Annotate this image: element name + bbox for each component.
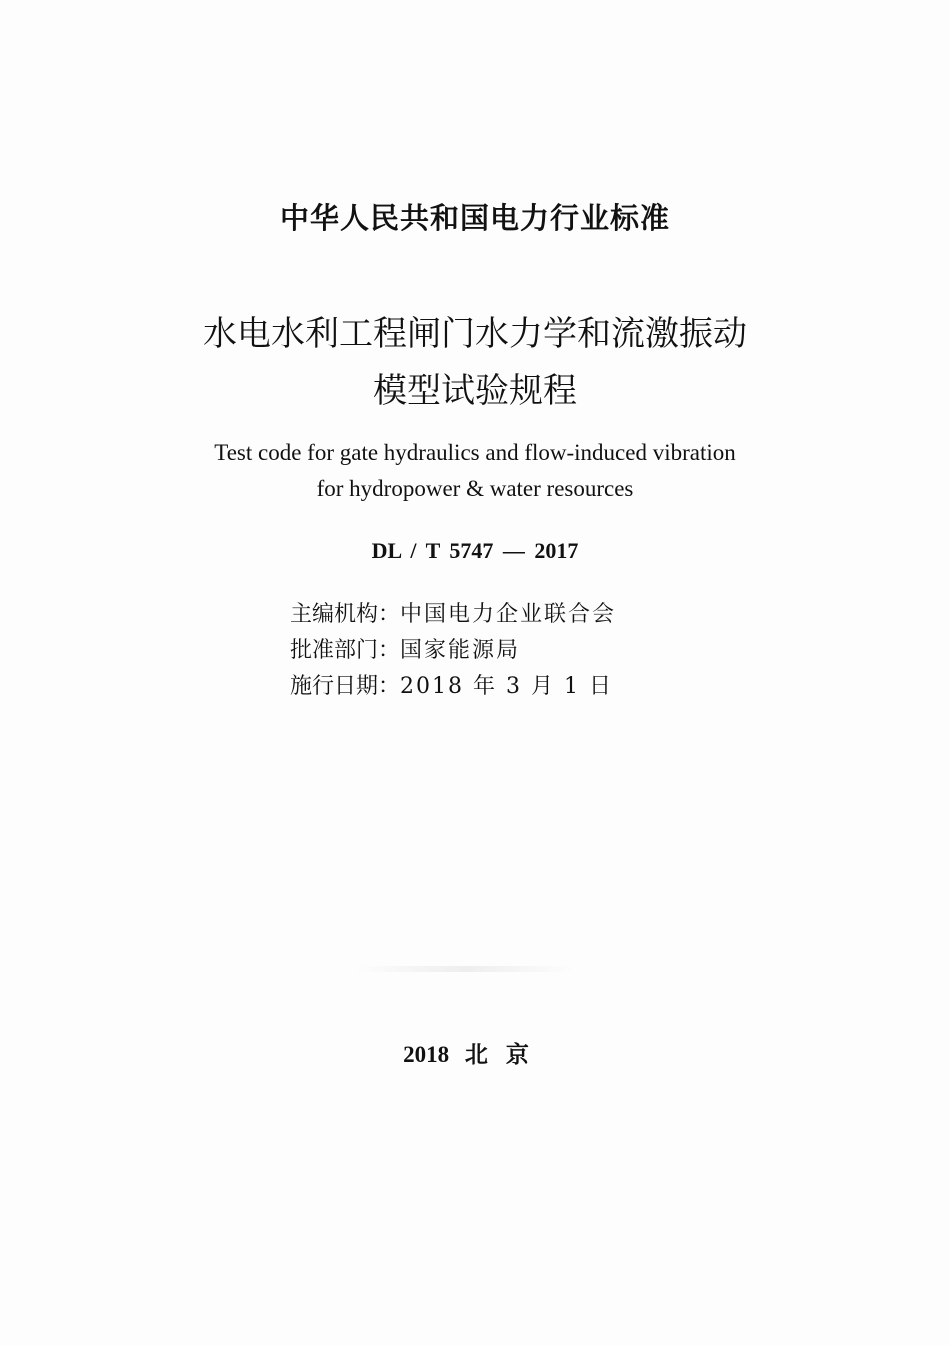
imprint-year: 2018 bbox=[403, 1042, 450, 1067]
approver-row bbox=[290, 633, 690, 665]
imprint bbox=[0, 1036, 950, 1069]
chief-editor-label: 主编机构： bbox=[290, 602, 401, 627]
effective-date-label: 施行日期： bbox=[290, 674, 401, 699]
standard-code: DL / T 5747 — 2017 bbox=[371, 538, 579, 563]
approver-value: 国家能源局 bbox=[400, 638, 521, 663]
title-english-line-1: Test code for gate hydraulics and flow-induced vibration bbox=[214, 440, 736, 465]
effective-date-value: 2018 年 3 月 1 日 bbox=[400, 674, 613, 699]
title-chinese-line-1: 水电水利工程闸门水力学和流激振动 bbox=[203, 314, 747, 354]
imprint-city: 北京 bbox=[464, 1042, 547, 1068]
chief-editor-value: 中国电力企业联合会 bbox=[400, 602, 617, 627]
approver-label: 批准部门： bbox=[290, 638, 401, 663]
scan-smudge bbox=[355, 966, 575, 972]
effective-date-row bbox=[290, 669, 690, 701]
title-english-line-2: for hydropower & water resources bbox=[316, 476, 634, 501]
standard-category-heading: 中华人民共和国电力行业标准 bbox=[279, 201, 670, 235]
chief-editor-row bbox=[290, 597, 690, 629]
title-chinese-line-2: 模型试验规程 bbox=[373, 371, 577, 411]
